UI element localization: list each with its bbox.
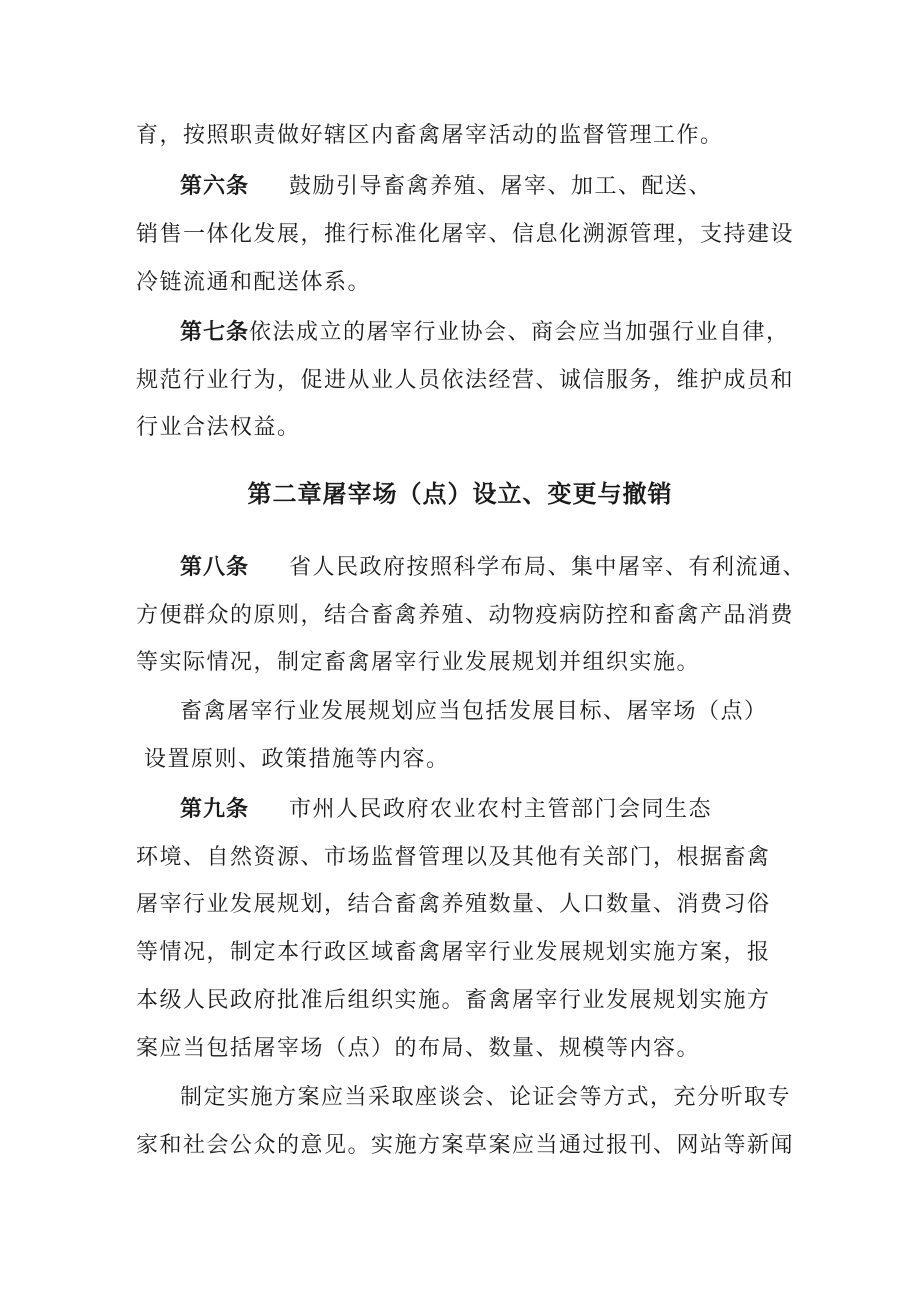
- article-6-label: 第六条: [180, 174, 250, 199]
- text-line: 鼓励引导畜禽养殖、屠宰、加工、配送、: [289, 174, 713, 199]
- article-8-label: 第八条: [180, 555, 250, 580]
- text-line: 育，按照职责做好辖区内畜禽屠宰活动的监督管理工作。: [136, 123, 724, 148]
- text-line: 案应当包括屠宰场（点）的布局、数量、规模等内容。: [136, 1036, 701, 1061]
- chapter-heading: 第二章屠宰场（点）设立、变更与撤销: [247, 480, 673, 508]
- text-line: 制定实施方案应当采取座谈会、论证会等方式，充分听取专: [180, 1085, 792, 1110]
- text-line: 方便群众的原则，结合畜禽养殖、动物疫病防控和畜禽产品消费: [136, 603, 795, 628]
- text-line: 规范行业行为，促进从业人员依法经营、诚信服务，维护成员和: [136, 368, 795, 393]
- article-9-line: [180, 795, 712, 825]
- article-6-line: [180, 172, 712, 202]
- text-line: 冷链流通和配送体系。: [136, 270, 372, 295]
- text-line: 等情况，制定本行政区域畜禽屠宰行业发展规划实施方案，报: [136, 940, 771, 965]
- text-line: 省人民政府按照科学布局、集中屠宰、有利流通、: [289, 555, 807, 580]
- text-line: 设置原则、政策措施等内容。: [144, 747, 450, 772]
- article-8-line: [180, 553, 806, 583]
- text-line: 等实际情况，制定畜禽屠宰行业发展规划并组织实施。: [136, 650, 701, 675]
- text-line: 市州人民政府农业农村主管部门会同生态: [289, 797, 713, 822]
- text-line: 环境、自然资源、市场监督管理以及其他有关部门，根据畜禽: [136, 845, 771, 870]
- text-line: 畜禽屠宰行业发展规划应当包括发展目标、屠宰场（点）: [180, 699, 768, 724]
- text-line: 依法成立的屠宰行业协会、商会应当加强行业自律，: [249, 320, 790, 345]
- text-line: 家和社会公众的意见。实施方案草案应当通过报刊、网站等新闻: [136, 1133, 795, 1158]
- text-line: 销售一体化发展，推行标准化屠宰、信息化溯源管理，支持建设: [136, 222, 795, 247]
- text-line: 屠宰行业发展规划，结合畜禽养殖数量、人口数量、消费习俗: [136, 892, 771, 917]
- article-7-label: 第七条: [180, 320, 250, 345]
- text-line: 行业合法权益。: [136, 415, 301, 440]
- text-line: 本级人民政府批准后组织实施。畜禽屠宰行业发展规划实施方: [136, 988, 771, 1013]
- article-7-line: [180, 318, 790, 348]
- article-9-label: 第九条: [180, 797, 250, 822]
